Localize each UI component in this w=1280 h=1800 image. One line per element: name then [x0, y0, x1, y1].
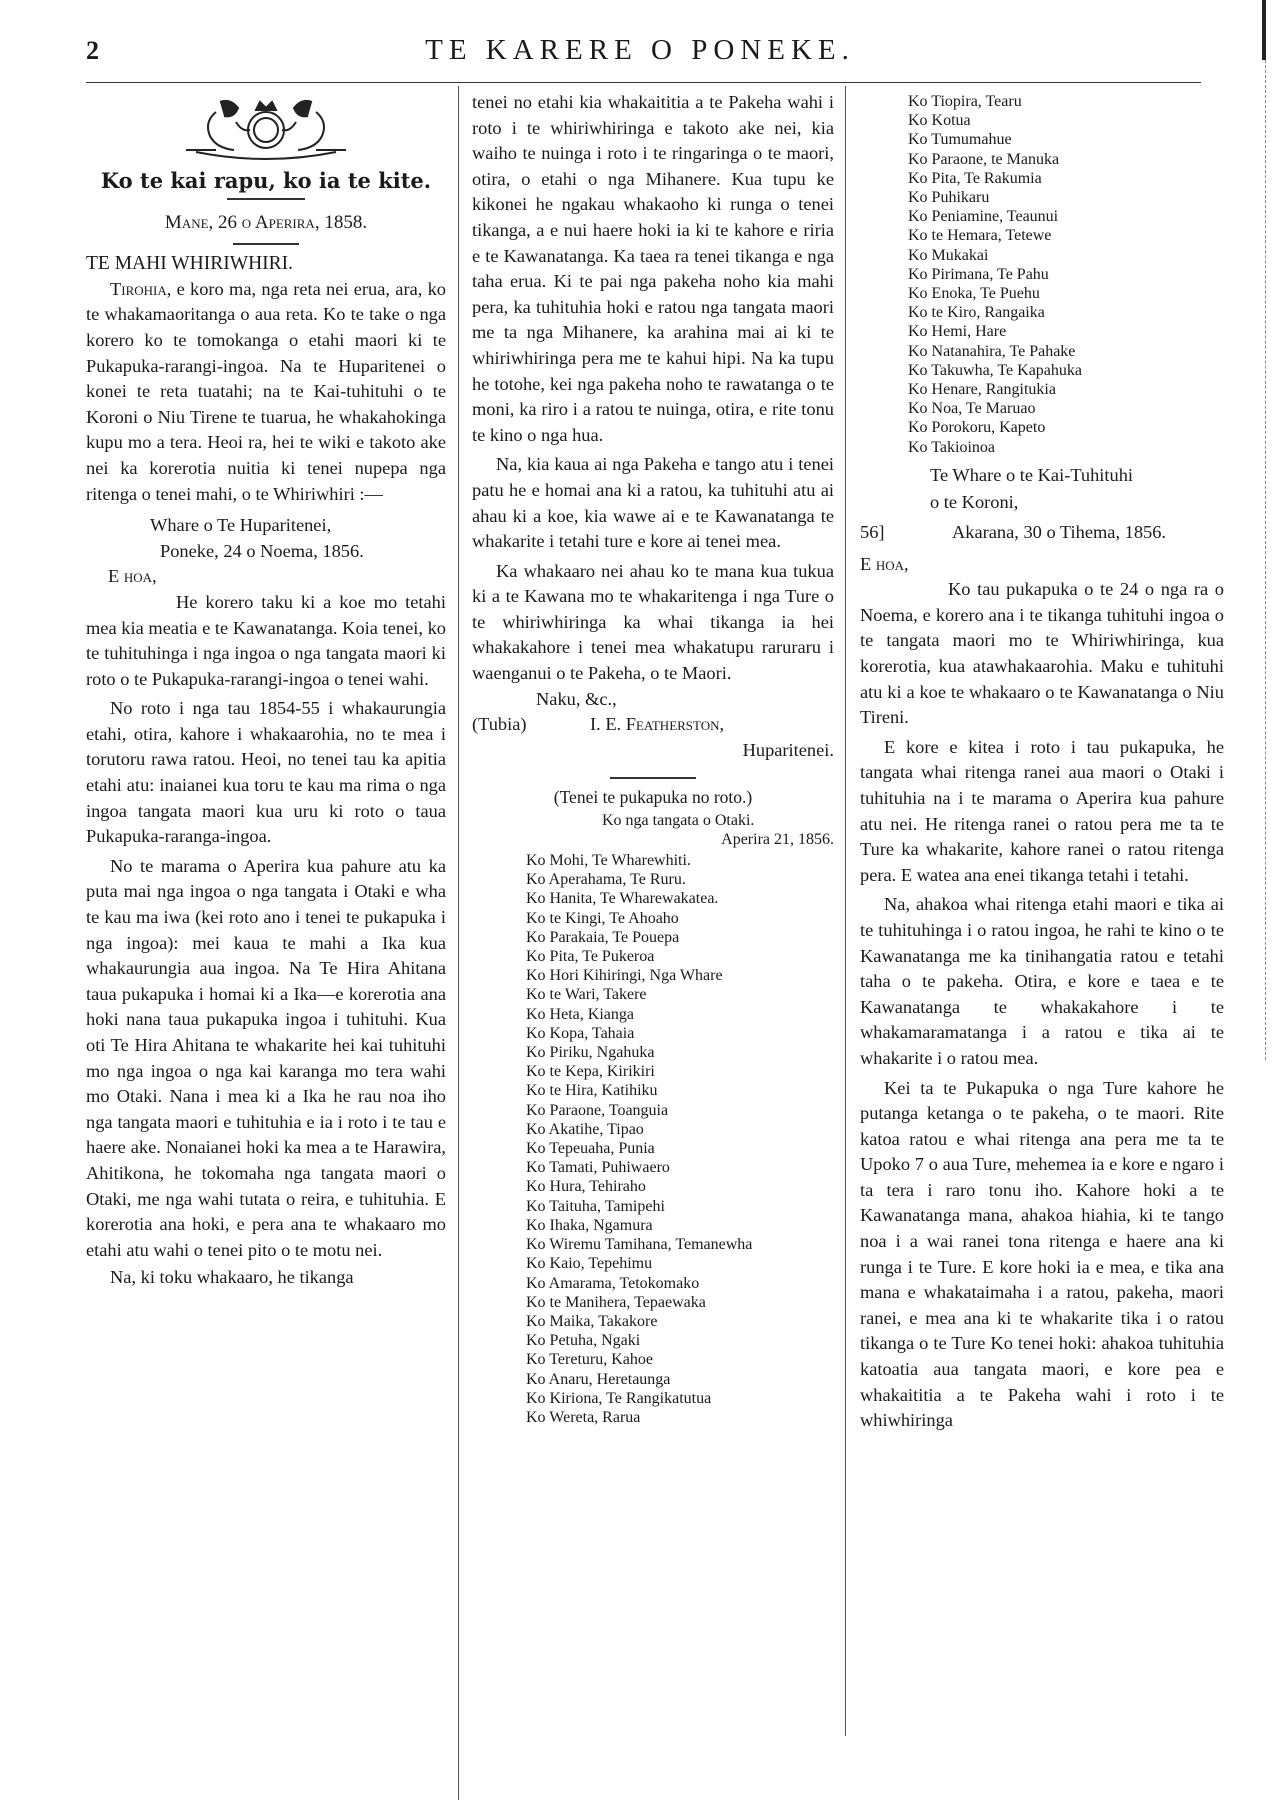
letter1-paragraph: No te marama o Aperira kua pahure atu ka puta mai nga ingoa o nga tangata i Otaki e wha te kau ma iwa (kei roto ano i tenei te pukapuka i nga ingoa): mei kaua te mahi a Ika kua whakaurungia aua ingoa. Na Te Hira Ahitana taua pukapuka i homai ki a Ika—e korerotia ana hoki nana taua pukapuka ingoa i tuhituhi. Kua oti Te Hira Ahitana te whakarite hei kai tuhituhi mo nga ingoa o nga kai karanga mo tera wahi mo Otaki. Nana i mea ki a Ika he rau noa iho nga tangata maori e tuhituhia e ia i roto i te tau e haere ake. Nonaianei hoki ka mea a te Harawira, Ahitikona, he tokomaha nga tangata maori o Otaki, me nga wahi tutata o reira, e tuhituhia. E korerotia ana hoki, e pera ana te whakaaro mo etahi atu wahi o tenei pito o te motu nei. [86, 855, 446, 1260]
list-item: Ko Heta, Kianga [526, 1005, 634, 1023]
list-item: Ko Wereta, Rarua [526, 1408, 641, 1426]
list-item: Ko Pita, Te Pukeroa [526, 948, 655, 966]
names-list [472, 851, 834, 1427]
divider-rule [610, 777, 696, 779]
column-1 [86, 92, 446, 1291]
lead-word: Tirohia, [110, 278, 172, 299]
letter1-paragraph: He korero taku ki a koe mo tetahi mea kia meatia e te Kawanatanga. Koia tenei, ko te tuhituhinga i nga ingoa o nga tangata maori ki roto o te Pukapuka-rarangi-ingoa o tenei wahi. [86, 591, 446, 689]
column-2 [472, 90, 834, 1427]
list-item: Ko Mukakai [908, 246, 989, 264]
list-item: Ko Hura, Tehiraho [526, 1178, 646, 1196]
divider-rule [233, 243, 299, 245]
list-item: Ko Paraone, te Manuka [908, 150, 1060, 168]
letter1-address-line2: Poneke, 24 o Noema, 1856. [160, 540, 364, 561]
list-item: Ko te Manihera, Tepaewaka [526, 1293, 706, 1311]
names-list-date: Aperira 21, 1856. [721, 831, 834, 849]
letter2-paragraph: Kei ta te Pukapuka o nga Ture kahore he putanga ketanga o te pakeha, o te maori. Rite katoa ratou e whai ritenga ana pera me ta te Upoko 7 o aua Ture, mehemea ia e kore e ngaro i ta tera i raro tonu iho. Kahore hoki a te Kawanatanga mana, ahakoa hiahia, ki te tango noa i a wai ranei tona ritenga e haere ana ki runga i te Ture. E kore hoki ia e mea, e tika ana mana e whakataimaha i a ratou, pakeha, maori ranei, e mea ana ki te whakarite tika i o ratou tikanga o te Ture Ko tenei hoki: ahakoa tuhituhia katoatia aua tangata maori, e kore pea e whakaititia a te Pakeha wahi i roto i te whiwhiringa [860, 1077, 1224, 1431]
list-item: Ko Tiopira, Tearu [908, 93, 1022, 110]
list-item: Ko Anaru, Heretaunga [526, 1370, 671, 1388]
column-divider-1 [458, 86, 459, 1800]
list-item: Ko Tumumahue [908, 131, 1012, 149]
list-item: Ko Pirimana, Te Pahu [908, 265, 1049, 283]
list-item: Ko Henare, Rangitukia [908, 381, 1056, 399]
list-item: Ko Takioinoa [908, 438, 996, 456]
letter1-closing: Naku, &c., [536, 688, 617, 709]
letter1-address-line1: Whare o Te Huparitenei, [150, 515, 332, 536]
list-item: Ko te Hemara, Tetewe [908, 227, 1052, 245]
list-item: Ko Pita, Te Rakumia [908, 169, 1042, 187]
page-number: 2 [86, 36, 99, 65]
list-item: Ko Petuha, Ngaki [526, 1332, 641, 1350]
column-divider-2 [845, 86, 846, 1736]
list-item: Ko Kotua [908, 112, 971, 130]
letter1-paragraph: Na, ki toku whakaaro, he tikanga [110, 1267, 354, 1288]
list-item: Ko Porokoru, Kapeto [908, 419, 1046, 437]
signatory-title: Huparitenei. [742, 739, 834, 760]
letter2-paragraph: E kore e kitea i roto i tau pukapuka, he tangata whai ritenga ranei aua maori o Otaki i tuhituhia na i te marama o Aperira kua pahure atu nei. He ritenga ranei o ratou pera me ta te Ture ka whakarite, kahore ranei o ratou ritenga pera. E watea ana enei tikanga tetahi i tetahi. [860, 736, 1224, 885]
list-item: Ko te Kiro, Rangaika [908, 304, 1045, 322]
signed-label: (Tubia) [472, 714, 527, 735]
letter2-dateline [860, 520, 1224, 546]
list-item: Ko Hemi, Hare [908, 323, 1007, 341]
list-item: Ko Tamati, Puhiwaero [526, 1159, 670, 1177]
letter1-paragraph: Ka whakaaro nei ahau ko te mana kua tukua ki a te Kawana mo te whakaritenga i nga Ture o te whiriwhiringa ka whai tikanga ia hei whakakahore i tenei mea whakatupu raruraru i waenganui o te Pakeha, o te Maori. [472, 560, 834, 684]
list-item: Ko Enoka, Te Puehu [908, 285, 1040, 303]
divider-rule [227, 198, 305, 200]
letter2-paragraph: Ko tau pukapuka o te 24 o nga ra o Noema, e korero ana i te tikanga tuhituhi ingoa o te tangata maori mo te Whiriwhiringa, kua korerotia, kua atawhakaarohia. Maku e tuhituhi atu ki a koe te whakaaro o te Kawanatanga o Niu Tireni. [860, 579, 1224, 728]
list-item: Ko Mohi, Te Wharewhiti. [526, 852, 691, 870]
signatory-name: I. E. Featherston, [590, 714, 725, 735]
list-item: Ko Ihaka, Ngamura [526, 1216, 653, 1234]
letter2-address-line2: o te Koroni, [930, 492, 1019, 513]
letter1-salutation: E hoa, [108, 566, 157, 587]
column-3 [860, 92, 1224, 1434]
list-item: Ko te Hira, Katihiku [526, 1082, 658, 1100]
letter2-date: Akarana, 30 o Tihema, 1856. [952, 522, 1167, 543]
signature-line [472, 712, 834, 738]
list-item: Ko Taituha, Tamipehi [526, 1197, 665, 1215]
letter2-paragraph: Na, ahakoa whai ritenga etahi maori e tika ai te tuhituhinga i o ratou ingoa, he rahi te kino o te Kawanatanga me ka tinihangatia ratou e tetahi taha o te pakeha. Otira, e kore e taea e te Kawanatanga te whakakahore i te whakamaramatanga i a ratou e tika ai te whakarite i o ratou mea. [860, 894, 1224, 1068]
letter1-paragraph: Na, kia kaua ai nga Pakeha e tango atu i tenei patu he e homai ana ki a ratou, ka tuhituhi atu ai ahau ki a koe, kia wawe ai e te Kawanatanga te whakarite i tetahi ture e kore ai tenei mea. [472, 454, 834, 552]
masthead-title: TE KARERE O PONEKE. [425, 34, 855, 66]
header-rule [86, 82, 1201, 83]
motto: Ko te kai rapu, ko ia te kite. [100, 168, 432, 193]
dateline: Mane, 26 o Aperira, 1858. [164, 211, 368, 233]
list-item: Ko Noa, Te Maruao [908, 400, 1036, 418]
list-item: Ko Kopa, Tahaia [526, 1024, 635, 1042]
list-item: Ko Akatihe, Tipao [526, 1120, 644, 1138]
list-item: Ko Puhikaru [908, 189, 990, 207]
article-title: TE MAHI WHIRIWHIRI. [86, 253, 294, 275]
letter1-paragraph-continued: tenei no etahi kia whakaititia a te Pakeha wahi i roto i te whiriwhiringa e takoto ake nei, kia waiho te nuinga i roto i te ringaringa o te maori, otira, o etahi o nga Mihanere. Kua tupu ke kikonei he ngakau whakaoho ki runga o tenei tikanga, a e nui haere hoki ia ki te kahore e riria e te Kawanatanga. Ka taea ra tenei tikanga e nga taha erua. Ki te pai nga pakeha noho kia mahi pera, ka tuhituhia hoki e ratou nga tangata maori me ta nga Mihanere, ka arahina mai ai ki te whiriwhiringa pera me te kahui hipi. Na ka tupu he totohe, kei nga pakeha noho te rawatanga o te moni, ka riro i a ratou te nuinga, otira, e rite tonu te kino o nga hua. [472, 92, 834, 445]
list-item: Ko te Kingi, Te Ahoaho [526, 909, 679, 927]
list-item: Ko Paraone, Toanguia [526, 1101, 669, 1119]
list-item: Ko Wiremu Tamihana, Temanewha [526, 1236, 753, 1254]
names-list-heading: Ko nga tangata o Otaki. [602, 812, 755, 830]
list-item: Ko Parakaia, Te Pouepa [526, 928, 680, 946]
list-item: Ko Hanita, Te Wharewakatea. [526, 890, 719, 908]
list-item: Ko Kaio, Tepehimu [526, 1255, 653, 1273]
royal-crest-icon [176, 92, 356, 162]
list-item: Ko Maika, Takakore [526, 1312, 658, 1330]
list-item: Ko te Kepa, Kirikiri [526, 1063, 655, 1081]
list-item: Ko Takuwha, Te Kapahuka [908, 361, 1083, 379]
letter2-salutation: E hoa, [860, 553, 909, 574]
intro-text: e koro ma, nga reta nei erua, ara, ko te whakamaoritanga o aua reta. Ko te take o nga korero ko te tomokanga o etahi maori ki te Pukapuka-rarangi-ingoa. Na te Huparitenei o konei te reta tuatahi; na te Kai-tuhituhi o te Koroni o Niu Tirene te tuarua, he whakahokinga kupu mo a tera. Heoi ra, hei te wiki e takoto ake nei ka korerotia nuitia ki tenei nupepa nga ritenga o tenei mahi, o te Whiriwhiri :— [86, 278, 446, 504]
list-item: Ko Kiriona, Te Rangikatutua [526, 1389, 712, 1407]
letter2-address-line1: Te Whare o te Kai-Tuhituhi [930, 464, 1134, 485]
list-item: Ko Peniamine, Teaunui [908, 208, 1059, 226]
letter1-paragraph: No roto i nga tau 1854-55 i whakaurungia etahi, otira, kahore i whakaarohia, no te mea i torutoru rawa ratou. Heoi, no tenei tau ka apitia etahi atu: inaianei kua toru te kau ma rima o nga ingoa tangata maori kua uru ki roto o taua Pukapuka-raranga-ingoa. [86, 698, 446, 847]
binding-edge [1262, 0, 1266, 60]
binding-edge-line [1265, 60, 1266, 1060]
list-item: Ko Hori Kihiringi, Nga Whare [526, 967, 723, 985]
letter2-reference: 56] [860, 522, 885, 543]
list-item: Ko te Wari, Takere [526, 986, 647, 1004]
list-item: Ko Tepeuaha, Punia [526, 1140, 655, 1158]
list-item: Ko Aperahama, Te Ruru. [526, 871, 686, 889]
enclosure-title: (Tenei te pukapuka no roto.) [553, 787, 753, 808]
list-item: Ko Tereturu, Kahoe [526, 1351, 653, 1369]
list-item: Ko Amarama, Tetokomako [526, 1274, 700, 1292]
list-item: Ko Natanahira, Te Pahake [908, 342, 1076, 360]
names-list-continued [860, 92, 1224, 457]
list-item: Ko Piriku, Ngahuka [526, 1044, 655, 1062]
intro-paragraph [86, 277, 446, 507]
